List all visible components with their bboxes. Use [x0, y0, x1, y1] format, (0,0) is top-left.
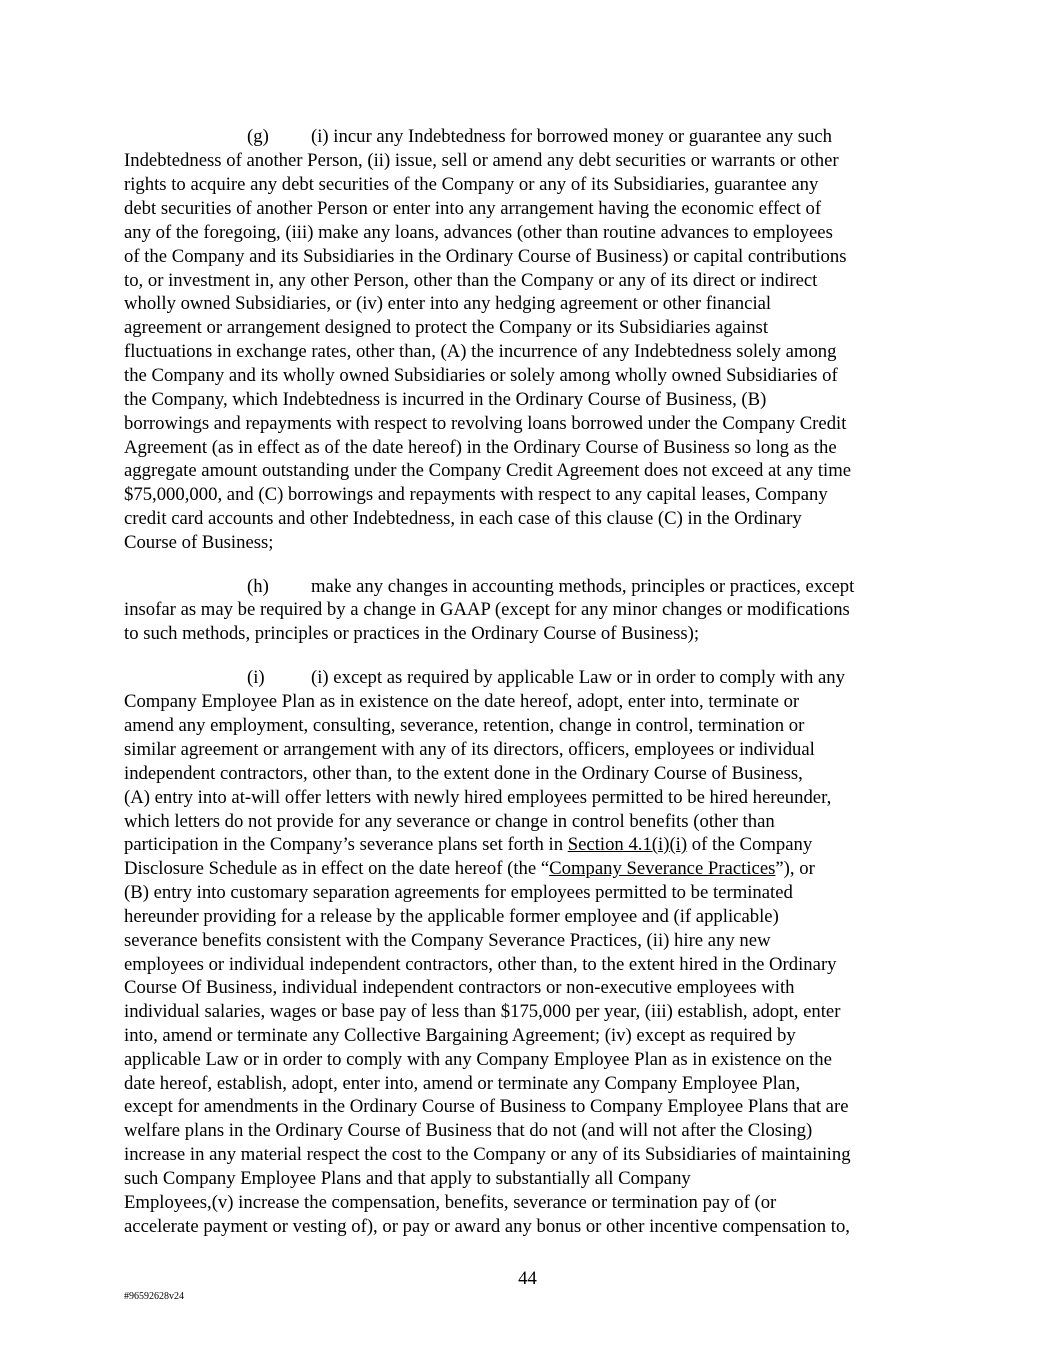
clause-text-line: welfare plans in the Ordinary Course of Business that do not (and will not after the Closing)	[124, 1120, 813, 1141]
clause-text-line: Company Employee Plan as in existence on the date hereof, adopt, enter into, terminate or	[124, 691, 800, 712]
clause-text-line: Agreement (as in effect as of the date hereof) in the Ordinary Course of Business so long as the	[124, 437, 837, 458]
clause-text-line: (A) entry into at-will offer letters with newly hired employees permitted to be hired hereunder,	[124, 787, 832, 808]
clause-text-line: insofar as may be required by a change in GAAP (except for any minor changes or modifications	[124, 599, 850, 620]
document-id: #96592628v24	[124, 1291, 184, 1302]
clause-text-line: Employees,(v) increase the compensation, benefits, severance or termination pay of (or	[124, 1192, 777, 1213]
clause-text-line: which letters do not provide for any severance or change in control benefits (other than	[124, 811, 775, 832]
clause-text-line: the Company, which Indebtedness is incurred in the Ordinary Course of Business, (B)	[124, 389, 767, 410]
clause-text-line: debt securities of another Person or enter into any arrangement having the economic effect of	[124, 198, 822, 219]
clause-text-line: to such methods, principles or practices in the Ordinary Course of Business);	[124, 623, 700, 644]
section-reference-link[interactable]: Section 4.1(i)(i)	[567, 834, 688, 855]
clause-text-line: aggregate amount outstanding under the Company Credit Agreement does not exceed at any time	[124, 460, 852, 481]
clause-text-line: into, amend or terminate any Collective Bargaining Agreement; (iv) except as required by	[124, 1025, 796, 1046]
clause-text-line: agreement or arrangement designed to protect the Company or its Subsidiaries against	[124, 317, 769, 338]
clause-text-line: applicable Law or in order to comply with any Company Employee Plan as in existence on the	[124, 1049, 832, 1070]
clause-text-line: severance benefits consistent with the Company Severance Practices, (ii) hire any new	[124, 930, 771, 951]
clause-text-line: borrowings and repayments with respect to revolving loans borrowed under the Company Credit	[124, 413, 847, 434]
clause-text-line: rights to acquire any debt securities of the Company or any of its Subsidiaries, guarantee any	[124, 174, 819, 195]
clause-text-line: Course Of Business, individual independent contractors or non-executive employees with	[124, 977, 795, 998]
clause-text-line: except for amendments in the Ordinary Course of Business to Company Employee Plans that are	[124, 1096, 849, 1117]
clause-text-line: amend any employment, consulting, severance, retention, change in control, termination or	[124, 715, 805, 736]
clause-text-line: credit card accounts and other Indebtedness, in each case of this clause (C) in the Ordinary	[124, 508, 802, 529]
clause-text-line: the Company and its wholly owned Subsidiaries or solely among wholly owned Subsidiaries of	[124, 365, 838, 386]
clause-text-line: (i) incur any Indebtedness for borrowed money or guarantee any such	[311, 126, 832, 147]
clause-text-line: increase in any material respect the cost to the Company or any of its Subsidiaries of maintaining	[124, 1144, 851, 1165]
clause-text-line: to, or investment in, any other Person, other than the Company or any of its direct or indirect	[124, 270, 818, 291]
clause-text-line: any of the foregoing, (iii) make any loans, advances (other than routine advances to employees	[124, 222, 833, 243]
clause-text-line: hereunder providing for a release by the applicable former employee and (if applicable)	[124, 906, 779, 927]
clause-text-line: individual salaries, wages or base pay of less than $175,000 per year, (iii) establish, adopt, enter	[124, 1001, 841, 1022]
clause-text-line: similar agreement or arrangement with any of its directors, officers, employees or individual	[124, 739, 815, 760]
clause-text-line: make any changes in accounting methods, principles or practices, except	[311, 576, 855, 597]
clause-text-line: (i) except as required by applicable Law or in order to comply with any	[311, 667, 845, 688]
defined-term: Company Severance Practices	[549, 858, 776, 879]
clause-text-segment: of the Company	[687, 834, 813, 855]
clause-text-line: employees or individual independent contractors, other than, to the extent hired in the Ordinary	[124, 954, 837, 975]
clause-text-segment: participation in the Company’s severance plans set forth in	[124, 834, 568, 855]
clause-text-segment: ”), or	[775, 858, 815, 879]
clause-marker: (h)	[247, 576, 269, 597]
clause-text-line: (B) entry into customary separation agreements for employees permitted to be terminated	[124, 882, 793, 903]
clause-text-line: Course of Business;	[124, 532, 274, 553]
clause-marker: (g)	[247, 126, 269, 147]
clause-text-line: $75,000,000, and (C) borrowings and repayments with respect to any capital leases, Company	[124, 484, 828, 505]
page-number: 44	[518, 1268, 537, 1289]
clause-marker: (i)	[247, 667, 265, 688]
clause-text-line: of the Company and its Subsidiaries in the Ordinary Course of Business) or capital contributions	[124, 246, 847, 267]
clause-text-line: date hereof, establish, adopt, enter into, amend or terminate any Company Employee Plan,	[124, 1073, 801, 1094]
clause-text-line: fluctuations in exchange rates, other than, (A) the incurrence of any Indebtedness solely among	[124, 341, 837, 362]
clause-text-line: accelerate payment or vesting of), or pay or award any bonus or other incentive compensation to,	[124, 1216, 850, 1237]
clause-text-segment: Disclosure Schedule as in effect on the date hereof (the “	[124, 858, 550, 879]
clause-text-line	[124, 858, 815, 880]
clause-text-line: independent contractors, other than, to the extent done in the Ordinary Course of Business,	[124, 763, 803, 784]
clause-text-line	[124, 834, 812, 856]
clause-text-line: Indebtedness of another Person, (ii) issue, sell or amend any debt securities or warrants or other	[124, 150, 839, 171]
clause-text-line: wholly owned Subsidiaries, or (iv) enter into any hedging agreement or other financial	[124, 293, 772, 314]
clause-text-line: such Company Employee Plans and that apply to substantially all Company	[124, 1168, 691, 1189]
